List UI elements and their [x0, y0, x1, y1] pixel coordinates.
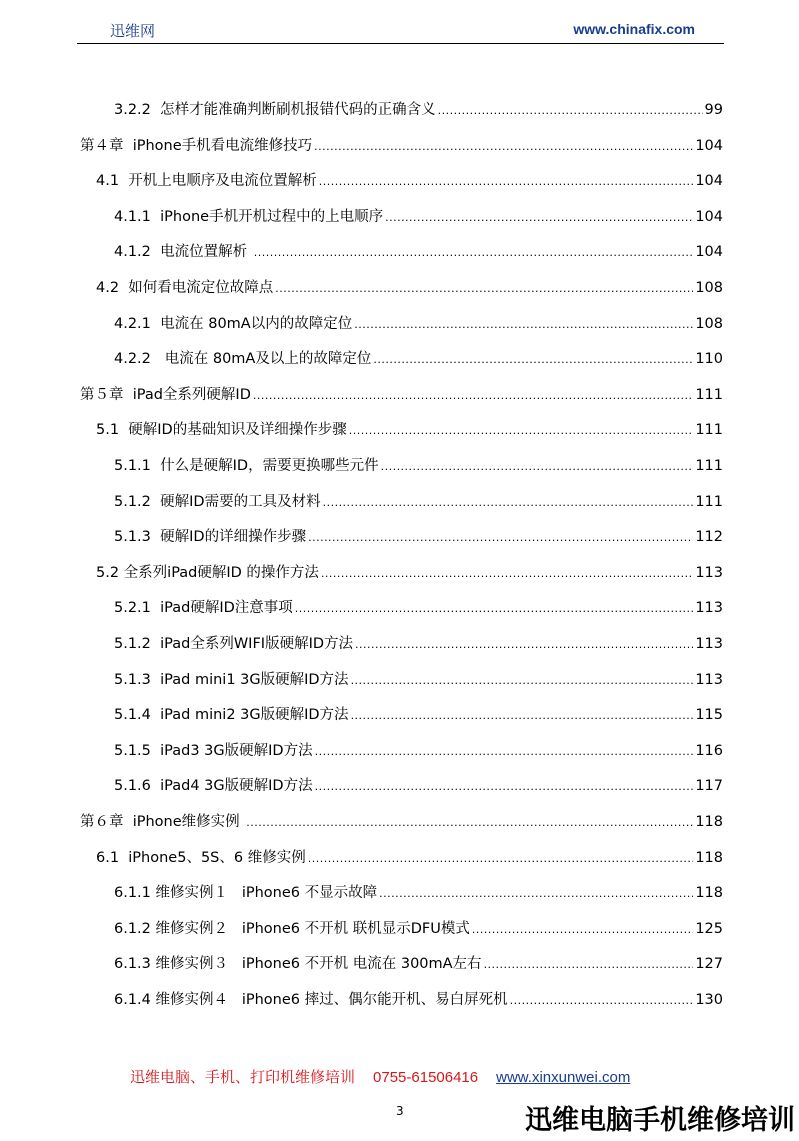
toc-entry-title: iPad mini1 3G版硬解ID方法 [160, 672, 349, 688]
toc-entry-number: 5.1.3 [114, 529, 161, 545]
toc-leader-dots [351, 671, 694, 691]
toc-entry-page: 118 [695, 885, 723, 901]
toc-entry[interactable] [0, 954, 723, 975]
toc-entry-title: 硬解ID的基础知识及详细操作步骤 [128, 422, 347, 438]
toc-entry[interactable] [0, 136, 723, 157]
toc-entry[interactable] [0, 278, 723, 299]
toc-entry[interactable] [0, 776, 723, 797]
toc-entry-page: 111 [695, 458, 723, 474]
toc-entry-number: 5.2.1 [114, 600, 161, 616]
toc-entry-page: 111 [695, 387, 723, 403]
toc-entry-title: iPad全系列WIFI版硬解ID方法 [160, 636, 354, 652]
toc-entry-title: 电流在 80mA及以上的故障定位 [164, 351, 372, 367]
toc-leader-dots [254, 243, 694, 263]
header-site-name: 迅维网 [110, 22, 156, 40]
toc-entry[interactable] [0, 848, 723, 869]
toc-entry-page: 108 [695, 316, 723, 332]
toc-entry[interactable] [0, 598, 723, 619]
toc-entry[interactable] [0, 171, 723, 192]
toc-entry-number: 6.1.4 [114, 992, 156, 1008]
toc-leader-dots [385, 208, 693, 228]
toc-entry-title: 什么是硬解ID，需要更换哪些元件 [160, 458, 379, 474]
toc-entry[interactable] [0, 207, 723, 228]
toc-entry-number: 4.2.2 [114, 351, 165, 367]
toc-leader-dots [373, 350, 693, 370]
toc-entry-number: 4.1.1 [114, 209, 161, 225]
toc-entry-page: 116 [695, 743, 723, 759]
toc-leader-dots [308, 849, 694, 869]
toc-leader-dots [510, 991, 694, 1011]
toc-entry-number: 5.1 [96, 422, 129, 438]
toc-entry-number: 3.2.2 [114, 102, 161, 118]
watermark: 迅维电脑手机维修培训 [525, 1105, 795, 1136]
toc-entry-page: 113 [695, 565, 723, 581]
toc-entry-title: 维修实例３ iPhone6 不开机 电流在 300mA左右 [155, 956, 482, 972]
toc-entry-title: 维修实例２ iPhone6 不开机 联机显示DFU模式 [155, 921, 470, 937]
toc-entry-title: 硬解ID的详细操作步骤 [160, 529, 307, 545]
toc-entry-number: 第５章 [80, 387, 133, 403]
toc-entry-page: 111 [695, 494, 723, 510]
toc-entry-page: 117 [695, 778, 723, 794]
toc-entry-number: 6.1.1 [114, 885, 156, 901]
toc-leader-dots [275, 279, 693, 299]
toc-entry-number: 5.1.3 [114, 672, 161, 688]
toc-leader-dots [315, 777, 694, 797]
toc-entry-title: 电流在 80mA以内的故障定位 [160, 316, 353, 332]
toc-entry-title: iPad mini2 3G版硬解ID方法 [160, 707, 349, 723]
toc-entry-page: 104 [695, 173, 723, 189]
footer-phone: 0755-61506416 [373, 1069, 479, 1086]
toc-leader-dots [321, 564, 693, 584]
toc-entry-title: iPhone手机开机过程中的上电顺序 [160, 209, 384, 225]
toc-entry[interactable] [0, 812, 723, 833]
toc-entry-title: 电流位置解析 [160, 244, 252, 260]
toc-entry-number: 6.1.3 [114, 956, 156, 972]
toc-entry-number: 4.1.2 [114, 244, 161, 260]
toc-entry-number: 第４章 [80, 138, 133, 154]
toc-entry[interactable] [0, 527, 723, 548]
toc-entry-number: 5.1.5 [114, 743, 161, 759]
toc-entry-title: iPad硬解ID注意事项 [160, 600, 293, 616]
toc-leader-dots [308, 528, 693, 548]
toc-entry-page: 118 [695, 850, 723, 866]
toc-entry-title: 全系列iPad硬解ID 的操作方法 [123, 565, 319, 581]
toc-entry[interactable] [0, 990, 723, 1011]
toc-entry-title: iPad3 3G版硬解ID方法 [160, 743, 313, 759]
toc-entry-page: 110 [695, 351, 723, 367]
toc-entry-title: iPhone手机看电流维修技巧 [132, 138, 313, 154]
toc-entry[interactable] [0, 242, 723, 263]
toc-entry-title: 维修实例４ iPhone6 摔过、偶尔能开机、易白屏死机 [155, 992, 508, 1008]
toc-entry-title: 如何看电流定位故障点 [128, 280, 274, 296]
toc-leader-dots [484, 955, 694, 975]
toc-entry-page: 125 [695, 921, 723, 937]
toc-entry-page: 113 [695, 636, 723, 652]
toc-entry-number: 5.1.2 [114, 636, 161, 652]
toc-entry[interactable] [0, 314, 723, 335]
toc-entry-page: 104 [695, 209, 723, 225]
toc-entry[interactable] [0, 705, 723, 726]
toc-entry-number: 4.2 [96, 280, 129, 296]
toc-leader-dots [314, 137, 693, 157]
toc-leader-dots [315, 742, 694, 762]
toc-entry-number: 5.2 [96, 565, 124, 581]
toc-entry-page: 113 [695, 600, 723, 616]
toc-entry-page: 108 [695, 280, 723, 296]
toc-entry-title: iPhone维修实例 [132, 814, 245, 830]
toc-entry[interactable] [0, 349, 723, 370]
toc-entry-page: 113 [695, 672, 723, 688]
toc-entry-page: 104 [695, 138, 723, 154]
toc-entry-number: 5.1.6 [114, 778, 161, 794]
toc-leader-dots [246, 813, 693, 833]
toc-entry-page: 99 [704, 102, 723, 118]
toc-entry-title: iPhone5、5S、6 维修实例 [128, 850, 306, 866]
toc-leader-dots [253, 386, 693, 406]
toc-leader-dots [351, 706, 694, 726]
footer-website-link[interactable]: www.xinxunwei.com [496, 1069, 631, 1086]
toc-entry-title: 开机上电顺序及电流位置解析 [128, 173, 317, 189]
toc-entry[interactable] [0, 883, 723, 904]
toc-entry[interactable] [0, 456, 723, 477]
toc-entry-title: iPad全系列硬解ID [132, 387, 251, 403]
toc-entry-title: 维修实例１ iPhone6 不显示故障 [155, 885, 378, 901]
toc-leader-dots [438, 101, 703, 121]
footer [130, 1066, 630, 1087]
footer-company: 迅维电脑、手机、打印机维修培训 [130, 1068, 356, 1086]
toc-entry[interactable] [0, 670, 723, 691]
toc-leader-dots [355, 635, 693, 655]
toc-leader-dots [319, 172, 694, 192]
toc-entry[interactable] [0, 741, 723, 762]
toc-entry-number: 6.1 [96, 850, 129, 866]
toc-entry-title: iPad4 3G版硬解ID方法 [160, 778, 313, 794]
toc-entry[interactable] [0, 100, 723, 121]
toc-leader-dots [323, 493, 694, 513]
toc-entry-title: 怎样才能准确判断刷机报错代码的正确含义 [160, 102, 436, 118]
toc-leader-dots [295, 599, 694, 619]
toc-entry-number: 6.1.2 [114, 921, 156, 937]
page-number: 3 [396, 1104, 404, 1118]
toc-leader-dots [349, 421, 694, 441]
toc-entry[interactable] [0, 492, 723, 513]
toc-entry[interactable] [0, 919, 723, 940]
toc-entry[interactable] [0, 420, 723, 441]
toc-entry-number: 5.1.1 [114, 458, 161, 474]
toc-entry-number: 5.1.2 [114, 494, 161, 510]
toc-entry[interactable] [0, 385, 723, 406]
toc-entry-number: 4.2.1 [114, 316, 161, 332]
toc-entry-title: 硬解ID需要的工具及材料 [160, 494, 321, 510]
toc-entry-page: 104 [695, 244, 723, 260]
toc-entry-number: 4.1 [96, 173, 129, 189]
toc-entry-number: 5.1.4 [114, 707, 161, 723]
toc-entry-page: 111 [695, 422, 723, 438]
toc-entry[interactable] [0, 563, 723, 584]
toc-entry-page: 127 [695, 956, 723, 972]
toc-entry[interactable] [0, 634, 723, 655]
toc-entry-page: 118 [695, 814, 723, 830]
toc-entry-page: 115 [695, 707, 723, 723]
toc-entry-page: 112 [695, 529, 723, 545]
toc-leader-dots [472, 920, 693, 940]
toc-leader-dots [354, 315, 693, 335]
toc-entry-page: 130 [695, 992, 723, 1008]
toc-entry-number: 第６章 [80, 814, 133, 830]
header-url[interactable]: www.chinafix.com [573, 21, 695, 37]
toc-leader-dots [379, 884, 693, 904]
toc-leader-dots [381, 457, 694, 477]
